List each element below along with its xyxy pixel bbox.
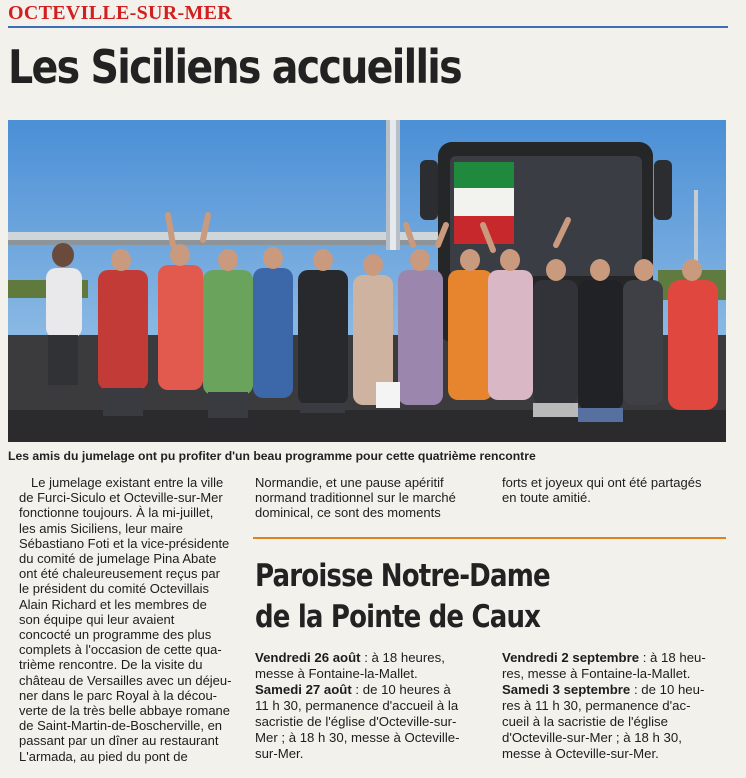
article-line: Sébastiano Foti et la vice-présidente: [19, 535, 230, 551]
article-line: verte de la très belle abbaye romane: [19, 703, 231, 719]
article-photo: [8, 120, 726, 442]
article-line: Normandie, et une pause apéritif: [255, 475, 444, 490]
mass-schedule-column-1: [255, 650, 478, 762]
mass-text: : à 18 heu-: [639, 650, 706, 665]
mass-date: Samedi 27 août: [255, 682, 352, 697]
article-column-3: [502, 475, 726, 505]
article-line: de Saint-Martin-de-Boscherville, en: [19, 718, 223, 734]
mass-line: [255, 682, 478, 698]
article-line: Le jumelage existant entre la ville: [31, 475, 224, 490]
article-line: complets à l'occasion de cette qua-: [19, 642, 222, 658]
mass-text: Mer ; à 18 h 30, messe à Octeville-: [255, 730, 460, 745]
article-line: les amis Siciliens, leur maire: [19, 520, 183, 536]
rubric-label: OCTEVILLE-SUR-MER: [8, 2, 233, 24]
article-line: normand traditionnel sur le marché: [255, 490, 456, 506]
article-line: de Furci-Siculo et Octeville-sur-Mer: [19, 490, 223, 506]
article-column-1: [19, 475, 243, 764]
mass-text: messe à Fontaine-la-Mallet.: [255, 666, 418, 681]
paroisse-title: [255, 556, 550, 638]
photo-caption: Les amis du jumelage ont pu profiter d'un beau programme pour cette quatrième rencontre: [8, 449, 536, 463]
article-column-2: [255, 475, 480, 521]
mass-line: [255, 666, 478, 682]
paroisse-title-line: Paroisse Notre-Dame: [255, 558, 550, 594]
mass-line: [255, 714, 478, 730]
mass-text: : de 10 heures à: [351, 682, 451, 697]
article-line: Alain Richard et les membres de: [19, 596, 207, 612]
mass-date: Vendredi 26 août: [255, 650, 361, 665]
mass-text: res à 11 h 30, permanence d'ac-: [502, 698, 691, 713]
article-line: passant par un dîner au restaurant: [19, 733, 219, 749]
article-line: L'armada, au pied du pont de: [19, 748, 188, 764]
section-divider: [253, 537, 726, 539]
mass-line: [502, 714, 724, 730]
mass-line: [502, 682, 724, 698]
mass-text: cueil à la sacristie de l'église: [502, 714, 668, 729]
article-headline: Les Siciliens accueillis: [8, 40, 461, 94]
article-line: dominical, ce sont des moments: [255, 505, 441, 521]
article-line: son équipe qui leur avaient: [19, 611, 175, 627]
mass-text: sacristie de l'église d'Octeville-sur-: [255, 714, 457, 729]
mass-text: messe à Octeville-sur-Mer.: [502, 746, 659, 761]
mass-line: [255, 730, 478, 746]
mass-line: [255, 746, 478, 762]
article-line: en toute amitié.: [502, 490, 591, 506]
article-line: forts et joyeux qui ont été partagés: [502, 475, 702, 490]
article-line: concocté un programme des plus: [19, 627, 212, 643]
mass-text: d'Octeville-sur-Mer ; à 18 h 30,: [502, 730, 682, 745]
article-line: château de Versailles avec un déjeu-: [19, 672, 232, 688]
mass-line: [502, 650, 724, 666]
mass-text: : à 18 heures,: [360, 650, 445, 665]
article-line: du comité de jumelage Pina Abate: [19, 551, 217, 567]
mass-schedule-column-2: [502, 650, 724, 762]
article-line: le président du comité Octevillais: [19, 581, 210, 597]
mass-text: 11 h 30, permanence d'accueil à la: [255, 698, 459, 713]
mass-text: : de 10 heu-: [630, 682, 705, 697]
mass-line: [502, 730, 724, 746]
mass-text: sur-Mer.: [255, 746, 304, 761]
mass-line: [255, 650, 478, 666]
mass-line: [502, 746, 724, 762]
paroisse-title-line: de la Pointe de Caux: [255, 599, 541, 635]
section-rubric: [8, 0, 728, 28]
article-line: ner dans le parc Royal à la décou-: [19, 687, 218, 703]
article-line: fonctionne toujours. À la mi-juillet,: [19, 505, 214, 521]
mass-line: [255, 698, 478, 714]
mass-date: Vendredi 2 septembre: [502, 650, 640, 665]
mass-line: [502, 698, 724, 714]
mass-date: Samedi 3 septembre: [502, 682, 631, 697]
mass-line: [502, 666, 724, 682]
article-line: ont été chaleureusement reçus par: [19, 566, 220, 582]
article-line: trième rencontre. De la visite du: [19, 657, 203, 673]
mass-text: res, messe à Fontaine-la-Mallet.: [502, 666, 691, 681]
